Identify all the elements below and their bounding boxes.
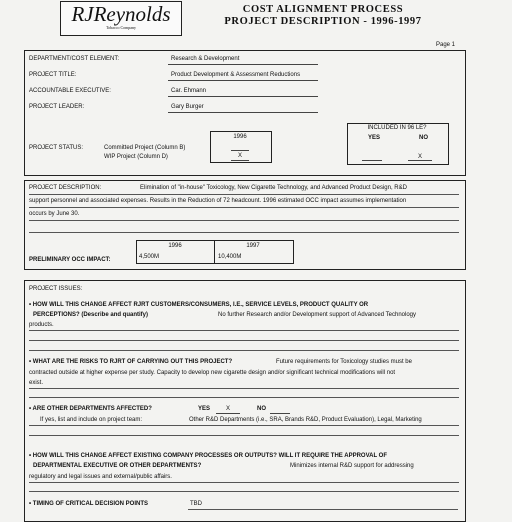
- occ-value-1996: 4,500M: [139, 254, 160, 260]
- q4-rule-1: [29, 482, 459, 483]
- description-label: PROJECT DESCRIPTION:: [29, 185, 102, 191]
- q1-rule-2: [29, 340, 459, 341]
- logo-text: RJReynolds: [71, 2, 171, 26]
- description-rule-1: [29, 194, 459, 195]
- occ-label: PRELIMINARY OCC IMPACT:: [29, 257, 111, 263]
- q1-line-1: • HOW WILL THIS CHANGE AFFECT RJRT CUSTOMERS/CONSUMERS, I.E., SERVICE LEVELS, PRODUCT QUALITY OR: [29, 302, 369, 308]
- included-title: INCLUDED IN 96 LE?: [367, 125, 427, 131]
- q3-line-1: • ARE OTHER DEPARTMENTS AFFECTED?: [29, 406, 152, 412]
- q5-line-1-text: TIMING OF CRITICAL DECISION POINTS: [32, 501, 149, 507]
- form-title: [188, 4, 458, 28]
- description-line-1: Elimination of "in-house" Toxicology, New Cigarette Technology, and Advanced Product Design, R&D: [140, 185, 407, 191]
- included-no-line: [408, 160, 432, 161]
- q3-line-1-text: ARE OTHER DEPARTMENTS AFFECTED?: [32, 406, 152, 412]
- q2-answer-c: exist.: [29, 380, 44, 386]
- status-year: 1996: [233, 134, 247, 140]
- q3-rule-1: [29, 425, 459, 426]
- wip-checkline: [231, 160, 249, 161]
- included-no-label: NO: [419, 135, 428, 141]
- dept-underline: [168, 64, 318, 65]
- included-yes-label: YES: [368, 135, 381, 141]
- wip-project-label: WIP Project (Column D): [104, 154, 168, 160]
- included-no-mark: X: [417, 154, 422, 160]
- leader-underline: [168, 112, 318, 113]
- q2-rule-2: [29, 397, 459, 398]
- q1-rule-3: [29, 350, 459, 351]
- dept-label: DEPARTMENT/COST ELEMENT:: [29, 56, 120, 62]
- q5-line-1: • TIMING OF CRITICAL DECISION POINTS: [29, 501, 149, 507]
- occ-value-1997: 10,400M: [218, 254, 242, 260]
- company-logo: [60, 1, 182, 36]
- title-label: PROJECT TITLE:: [29, 72, 77, 78]
- q1-line-1-text: HOW WILL THIS CHANGE AFFECT RJRT CUSTOMERS/CONSUMERS, I.E., SERVICE LEVELS, PRODUCT QUALITY OR: [32, 302, 369, 308]
- logo-subtext: Tobacco Company: [105, 25, 137, 30]
- committed-checkline: [231, 150, 249, 151]
- q2-rule-1: [29, 388, 459, 389]
- q3-yes-line: [216, 413, 240, 414]
- q4-rule-2: [29, 491, 459, 492]
- q4-line-1-text: HOW WILL THIS CHANGE AFFECT EXISTING COMPANY PROCESSES OR OUTPUTS? WILL IT REQUIRE THE APPROVAL OF: [32, 453, 388, 459]
- description-line-3: occurs by June 30.: [29, 211, 80, 217]
- page-number: Page 1: [436, 42, 456, 48]
- description-rule-4: [29, 232, 459, 233]
- q1-answer-a: No further Research and/or Development support of Advanced Technology: [218, 312, 417, 318]
- q1-rule-1: [29, 330, 459, 331]
- q3-rule-2: [29, 435, 459, 436]
- q5-rule-1: [188, 509, 458, 510]
- occ-year-1997: 1997: [246, 243, 260, 249]
- committed-project-label: Committed Project (Column B): [104, 145, 186, 151]
- q4-line-1: • HOW WILL THIS CHANGE AFFECT EXISTING COMPANY PROCESSES OR OUTPUTS? WILL IT REQUIRE THE APPROVAL OF: [29, 453, 388, 459]
- title-line-1: COST ALIGNMENT PROCESS: [242, 4, 404, 15]
- q3-no-line: [270, 413, 290, 414]
- title-line-2: PROJECT DESCRIPTION - 1996-1997: [224, 16, 422, 27]
- leader-value: Gary Burger: [171, 104, 204, 110]
- title-underline: [168, 80, 318, 81]
- q3-line-2: If yes, list and include on project team:: [40, 417, 143, 423]
- q3-yes-label: YES: [198, 406, 211, 412]
- q3-answer: Other R&D Departments (i.e., SRA, Brands R&D, Product Evaluation), Legal, Marketing: [189, 417, 422, 423]
- description-rule-2: [29, 207, 459, 208]
- wip-mark: X: [237, 153, 242, 159]
- q5-answer: TBD: [190, 501, 202, 507]
- exec-label: ACCOUNTABLE EXECUTIVE:: [29, 88, 111, 94]
- title-value: Product Development & Assessment Reductions: [171, 72, 301, 78]
- dept-value: Research & Development: [171, 56, 240, 62]
- exec-underline: [168, 96, 318, 97]
- q2-line-1: • WHAT ARE THE RISKS TO RJRT OF CARRYING OUT THIS PROJECT?: [29, 359, 233, 365]
- included-yes-line: [362, 160, 382, 161]
- status-label: PROJECT STATUS:: [29, 145, 84, 151]
- q1-line-2: PERCEPTIONS? (Describe and quantify): [33, 312, 149, 318]
- issues-label: PROJECT ISSUES:: [29, 286, 83, 292]
- q1-answer-b: products.: [29, 322, 54, 328]
- q2-answer-a: Future requirements for Toxicology studies must be: [276, 359, 412, 365]
- leader-label: PROJECT LEADER:: [29, 104, 85, 110]
- q4-answer-b: regulatory and legal issues and external/public affairs.: [29, 474, 172, 480]
- description-rule-3: [29, 220, 459, 221]
- q3-mark: X: [225, 406, 230, 412]
- q2-answer-b: contracted outside at higher expense per study. Capacity to develop new cigarette design and/or significant technical modifications will not: [29, 370, 396, 376]
- description-line-2: support personnel and associated expenses. Results in the Reduction of 72 headcount. 1996 estimated OCC impact assumes implementation: [29, 198, 407, 204]
- q4-answer-a: Minimizes internal R&D support for addressing: [290, 463, 414, 469]
- q4-line-2: DEPARTMENTAL EXECUTIVE OR OTHER DEPARTMENTS?: [33, 463, 202, 469]
- occ-year-1996: 1996: [168, 243, 182, 249]
- q3-no-label: NO: [257, 406, 266, 412]
- exec-value: Car. Ehmann: [171, 88, 207, 94]
- q2-line-1-text: WHAT ARE THE RISKS TO RJRT OF CARRYING OUT THIS PROJECT?: [32, 359, 233, 365]
